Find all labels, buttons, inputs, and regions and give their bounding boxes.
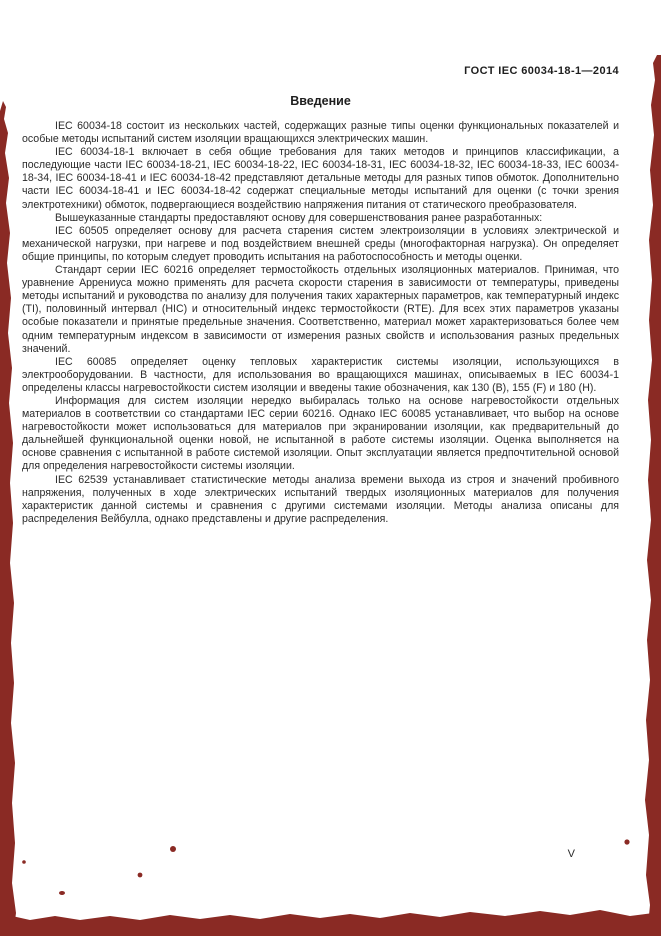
body-text: [22, 120, 619, 526]
page-number: V: [567, 848, 575, 860]
paragraph: Стандарт серии IEC 60216 определяет термостойкость отдельных изоляционных материалов. Принимая, что уравнение Аррениуса можно применять для расчета скорости старения в зависимости от температуры, приведены методы испытаний и руководства по анализу для получения таких характерных параметров, как температурный индекс (TI), половинный интервал (HIC) и относительный индекс термостойкости (RTE). Для всех этих параметров указаны особые показатели и принятые предельные значения. Соответственно, материал может характеризоваться более чем одним температурным индексом в зависимости от измерения разных свойств и использования разных предельных значений.: [22, 264, 619, 355]
paragraph: Информация для систем изоляции нередко выбиралась только на основе нагревостойкости отдельных материалов в соответствии со стандартами IEC серии 60216. Однако IEC 60085 устанавливает, что выбор на основе нагревостойкости может использоваться для материалов при экранировании изоляции, как предварительный до дальнейшей функциональной оценки новой, не испытанной в работе системы изоляции. Оценка выполняется на основе сравнения с испытанной в работе системой изоляции. Опыт эксплуатации является предпочтительной основой для определения нагревостойкости системы изоляции.: [22, 394, 619, 473]
paragraph: IEC 60034-18-1 включает в себя общие требования для таких методов и принципов классификации, а последующие части IEC 60034-18-21, IEC 60034-18-22, IEC 60034-18-31, IEC 60034-18-32, IEC 60034-18-33, IEC 60034-18-34, IEC 60034-18-41 и IEC 60034-18-42 представляют детальные методы для разных типов обмоток. Дополнительно части IEC 60034-18-41 и IEC 60034-18-42 содержат специальные методы испытаний для оценки (с точки зрения электротехники) обмоток, подвергающиеся воздействию напряжения питания от статического преобразователя.: [22, 146, 619, 211]
section-title: Введение: [290, 94, 351, 108]
scan-noise-bottom-edge: [0, 902, 661, 936]
document-code: ГОСТ IEC 60034-18-1—2014: [464, 65, 619, 77]
scan-noise-left-edge: [0, 93, 20, 936]
paragraph: IEC 62539 устанавливает статистические методы анализа времени выхода из строя и значений пробивного напряжения, полученных в ходе электрических испытаний твердых изоляционных материалов для получения характеристик данной системы и сравнения с другими системами изоляции. Методы анализа описаны для распределения Вейбулла, однако представлены и другие распределения.: [22, 473, 619, 525]
paragraph: IEC 60034-18 состоит из нескольких частей, содержащих разные типы оценки функциональных показателей и особые методы испытаний систем изоляции вращающихся электрических машин.: [22, 120, 619, 146]
paragraph: IEC 60505 определяет основу для расчета старения систем электроизоляции в условиях электрической и механической нагрузки, при нагреве и под воздействием внешней среды (многофакторная нагрузка). Он определяет общие принципы, по которым следует проводить испытания на работоспособность и методы оценки.: [22, 224, 619, 263]
scan-noise-right-edge: [637, 55, 661, 936]
paragraph: Вышеуказанные стандарты предоставляют основу для совершенствования ранее разработанных:: [55, 211, 543, 224]
paragraph: IEC 60085 определяет оценку тепловых характеристик системы изоляции, использующихся в электрооборудовании. В частности, для использования во вращающихся машинах, описываемых в IEC 60034-1 определены классы нагревостойкости систем изоляции и введены такие обозначения, как 130 (B), 155 (F) и 180 (H).: [22, 355, 619, 394]
